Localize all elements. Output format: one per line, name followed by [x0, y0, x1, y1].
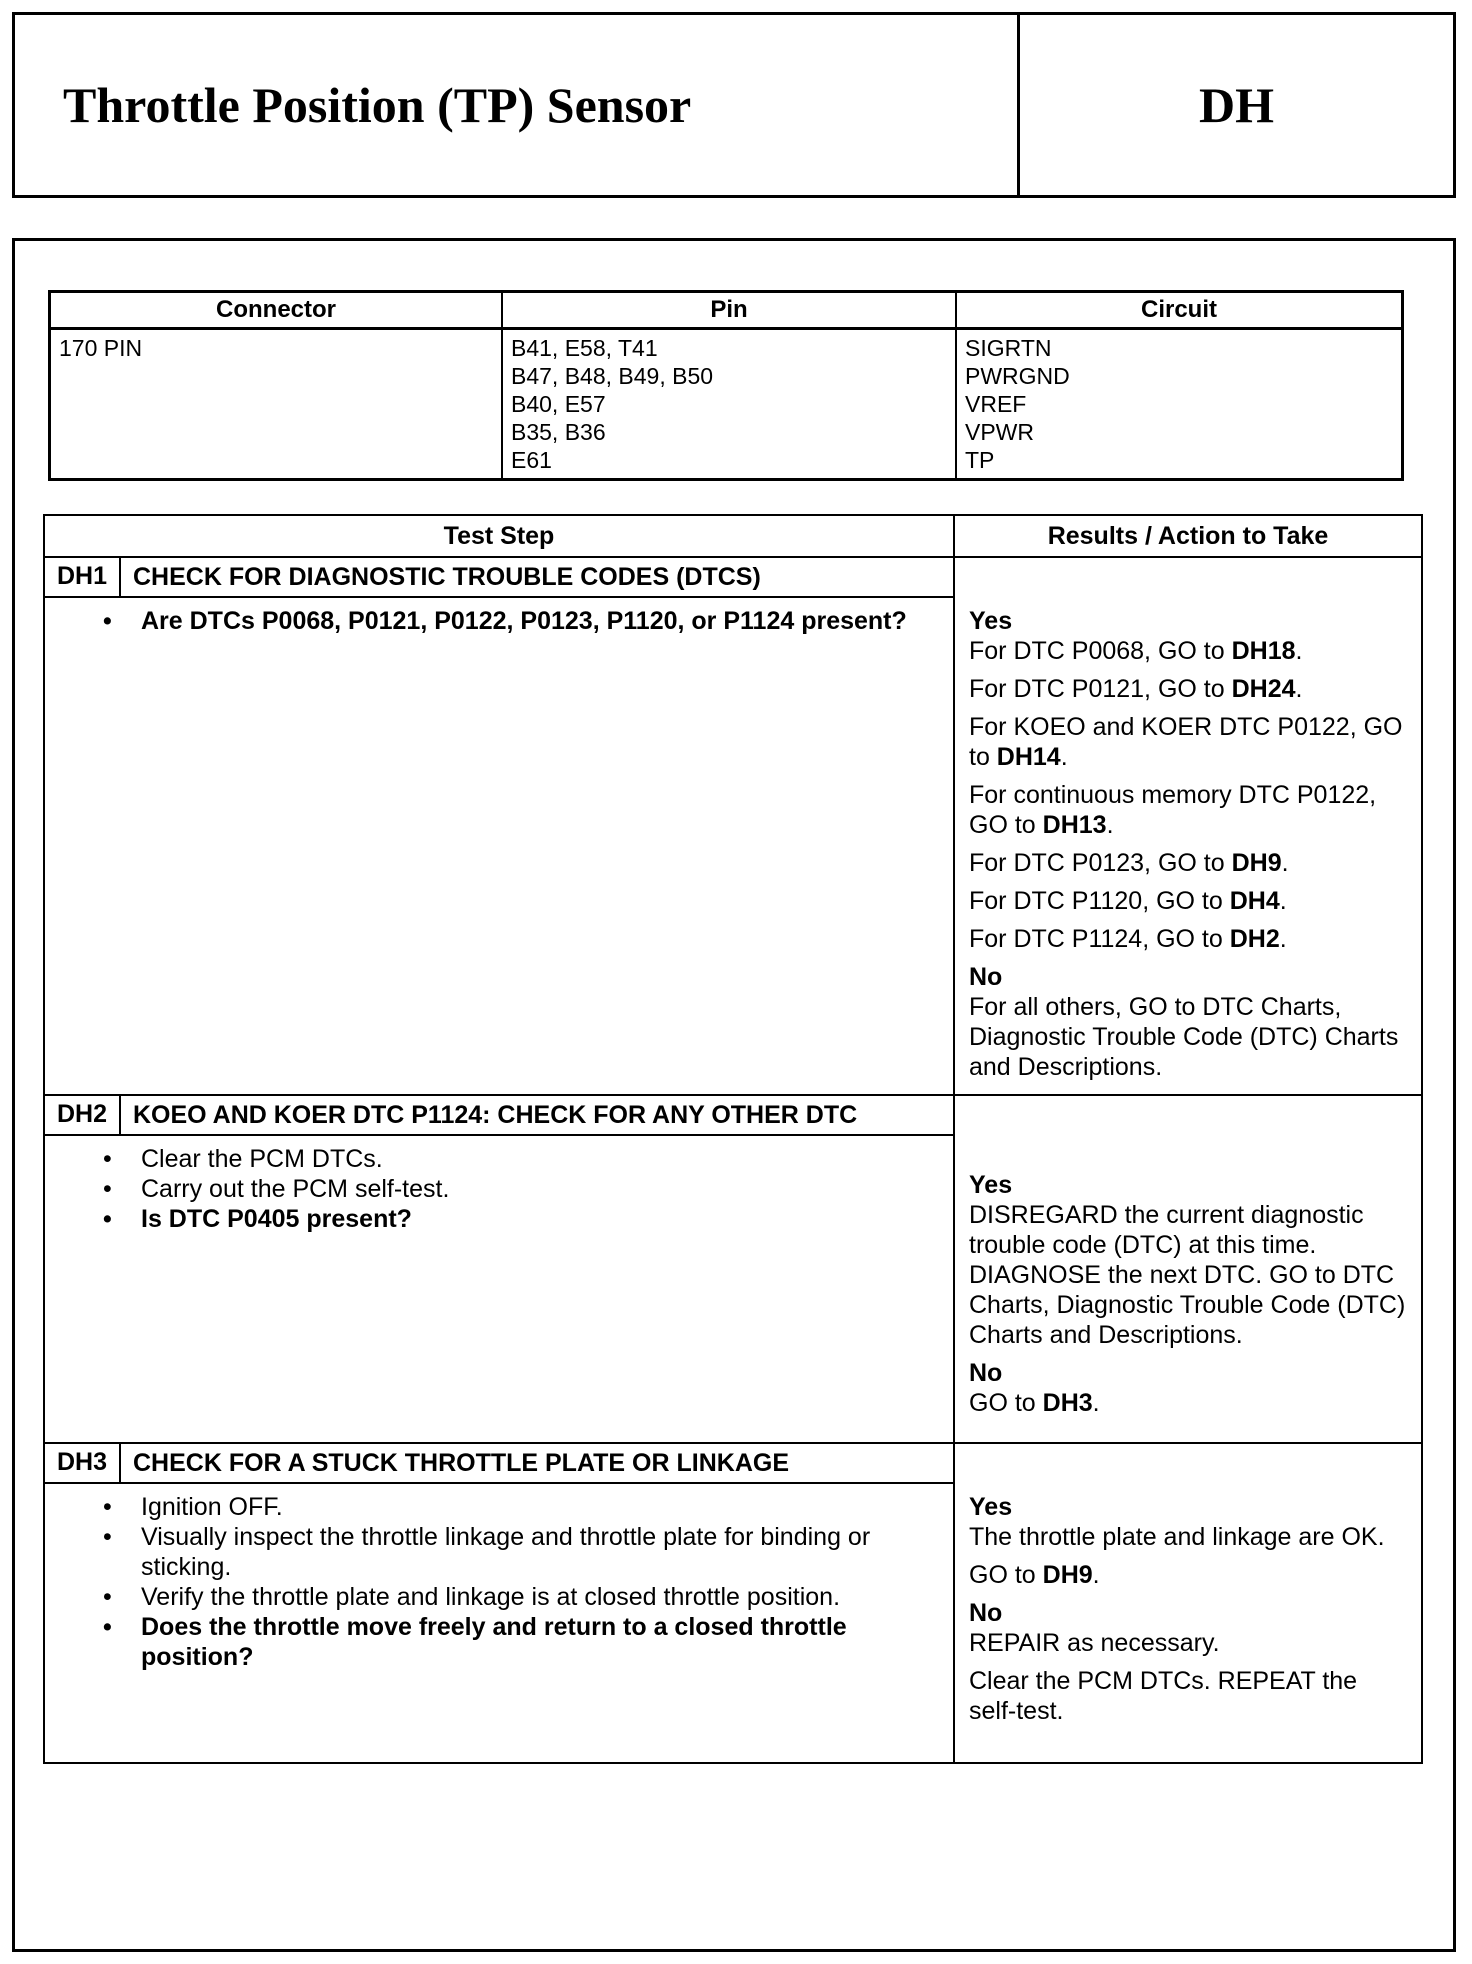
- test-step-cell: [44, 557, 954, 1095]
- goto-step-link: DH24: [1231, 675, 1296, 703]
- pin-value: B47, B48, B49, B50: [511, 363, 714, 389]
- section-code: DH: [1199, 77, 1274, 133]
- goto-step-link: DH9: [1231, 849, 1282, 877]
- step-id: DH2: [45, 1096, 121, 1134]
- goto-step-link: DH9: [1042, 1561, 1093, 1589]
- circuit-value: TP: [965, 447, 995, 473]
- table-row: [50, 329, 1403, 480]
- step-instructions: [45, 598, 953, 636]
- results-cell: [954, 1443, 1422, 1763]
- test-steps-table: [43, 514, 1423, 1764]
- step-row-dh2: [44, 1095, 1422, 1443]
- result-line: The throttle plate and linkage are OK.: [969, 1523, 1385, 1551]
- result-line: Clear the PCM DTCs. REPEAT the self-test.: [969, 1667, 1358, 1725]
- step-instructions: [45, 1484, 953, 1672]
- step-id: DH1: [45, 558, 121, 596]
- result-line: For DTC P0121, GO to DH24.: [969, 675, 1303, 703]
- result-line: REPAIR as necessary.: [969, 1629, 1220, 1657]
- result-line: For DTC P1124, GO to DH2.: [969, 925, 1287, 953]
- test-step-header: Test Step: [44, 515, 954, 557]
- result-line: For DTC P0123, GO to DH9.: [969, 849, 1289, 877]
- list-item: • Ignition OFF.: [141, 1492, 933, 1522]
- goto-step-link: DH14: [996, 743, 1061, 771]
- results-content: [955, 558, 1421, 1088]
- list-item: • Verify the throttle plate and linkage is at closed throttle position.: [141, 1582, 933, 1612]
- results-content: [955, 1096, 1421, 1424]
- results-cell: [954, 1095, 1422, 1443]
- test-step-cell: [44, 1095, 954, 1443]
- result-line: DISREGARD the current diagnostic trouble code (DTC) at this time. DIAGNOSE the next DTC. GO to DTC Charts, Diagnostic Trouble Code (DTC) Charts and Descriptions.: [969, 1201, 1406, 1349]
- connector-value: 170 PIN: [59, 335, 143, 361]
- step-row-dh1: [44, 557, 1422, 1095]
- connector-header: Connector: [50, 292, 503, 329]
- result-line: For DTC P0068, GO to DH18.: [969, 637, 1303, 665]
- step-title: KOEO AND KOER DTC P1124: CHECK FOR ANY OTHER DTC: [133, 1101, 858, 1129]
- pin-cell: [502, 329, 956, 480]
- list-item: • Does the throttle move freely and return to a closed throttle position?: [141, 1612, 933, 1672]
- goto-step-link: DH13: [1042, 811, 1107, 839]
- goto-step-link: DH3: [1042, 1389, 1093, 1417]
- no-label: No: [969, 1359, 1003, 1387]
- pin-value: B35, B36: [511, 419, 606, 445]
- test-step-cell: [44, 1443, 954, 1763]
- list-item: • Are DTCs P0068, P0121, P0122, P0123, P1120, or P1124 present?: [141, 606, 933, 636]
- list-item: • Carry out the PCM self-test.: [141, 1174, 933, 1204]
- no-label: No: [969, 1599, 1003, 1627]
- circuit-value: VREF: [965, 391, 1027, 417]
- no-label: No: [969, 963, 1003, 991]
- results-header: Results / Action to Take: [954, 515, 1422, 557]
- step-heading: [45, 558, 953, 598]
- yes-label: Yes: [969, 1171, 1013, 1199]
- step-id: DH3: [45, 1444, 121, 1482]
- step-title: CHECK FOR A STUCK THROTTLE PLATE OR LINKAGE: [133, 1449, 789, 1477]
- page-title: Throttle Position (TP) Sensor: [15, 15, 1020, 195]
- yes-label: Yes: [969, 607, 1013, 635]
- result-line: GO to DH3.: [969, 1389, 1100, 1417]
- result-line: For all others, GO to DTC Charts, Diagnostic Trouble Code (DTC) Charts and Descriptions.: [969, 993, 1399, 1081]
- page-header: [12, 12, 1456, 198]
- pin-value: B41, E58, T41: [511, 335, 658, 361]
- list-item: • Is DTC P0405 present?: [141, 1204, 933, 1234]
- results-content: [955, 1444, 1421, 1732]
- result-line: GO to DH9.: [969, 1561, 1100, 1589]
- step-title: CHECK FOR DIAGNOSTIC TROUBLE CODES (DTCS): [133, 563, 761, 591]
- goto-step-link: DH18: [1231, 637, 1296, 665]
- connector-cell: [50, 329, 503, 480]
- pin-value: B40, E57: [511, 391, 606, 417]
- result-line: For DTC P1120, GO to DH4.: [969, 887, 1287, 915]
- pin-value: E61: [511, 447, 552, 473]
- goto-step-link: DH4: [1229, 887, 1280, 915]
- list-item: • Clear the PCM DTCs.: [141, 1144, 933, 1174]
- circuit-cell: [956, 329, 1403, 480]
- pin-header: Pin: [502, 292, 956, 329]
- goto-step-link: DH2: [1229, 925, 1280, 953]
- step-heading: [45, 1096, 953, 1136]
- step-heading: [45, 1444, 953, 1484]
- result-line: For KOEO and KOER DTC P0122, GO to DH14.: [969, 713, 1403, 771]
- step-instructions: [45, 1136, 953, 1234]
- yes-label: Yes: [969, 1493, 1013, 1521]
- circuit-value: VPWR: [965, 419, 1034, 445]
- circuit-value: SIGRTN: [965, 335, 1052, 361]
- circuit-header: Circuit: [956, 292, 1403, 329]
- connector-table: [48, 290, 1404, 481]
- circuit-value: PWRGND: [965, 363, 1070, 389]
- list-item: • Visually inspect the throttle linkage and throttle plate for binding or sticking.: [141, 1522, 933, 1582]
- result-line: For continuous memory DTC P0122, GO to DH13.: [969, 781, 1377, 839]
- step-row-dh3: [44, 1443, 1422, 1763]
- results-cell: [954, 557, 1422, 1095]
